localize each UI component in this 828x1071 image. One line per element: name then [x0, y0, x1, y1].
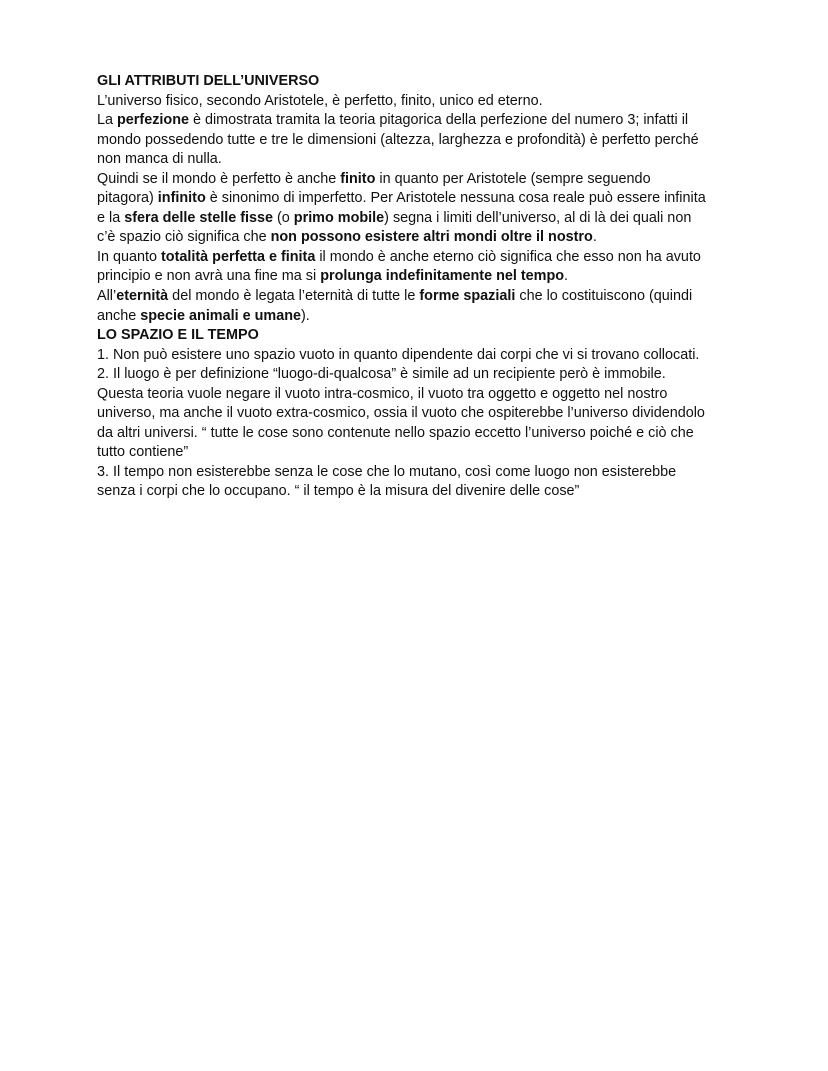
text-line: [97, 228, 747, 248]
text-run: principio e non avrà una fine ma si: [97, 268, 321, 285]
bold-text: prolunga indefinitamente nel tempo: [320, 268, 565, 285]
text-line: [97, 463, 747, 483]
text-line: [97, 307, 747, 327]
text-run: anche: [97, 307, 141, 324]
section-attributi: [97, 72, 747, 326]
text-run: L’universo fisico, secondo Aristotele, è perfetto, finito, unico ed eterno.: [97, 92, 543, 109]
text-line: [97, 267, 747, 287]
section-body: [97, 92, 747, 327]
bold-text: specie animali e umane: [140, 307, 301, 324]
text-line: [97, 111, 747, 131]
text-run: senza i corpi che lo occupano. “ il tempo è la misura del divenire delle cose”: [97, 483, 580, 500]
text-run: In quanto: [97, 248, 162, 265]
document-page: [97, 72, 747, 502]
text-line: [97, 92, 747, 112]
text-run: il mondo è anche eterno ciò significa che esso non ha avuto: [315, 248, 701, 265]
text-line: [97, 189, 747, 209]
text-line: [97, 385, 747, 405]
text-line: [97, 482, 747, 502]
bold-text: totalità perfetta e finita: [161, 248, 316, 265]
text-run: ) segna i limiti dell’universo, al di là dei quali non: [384, 209, 692, 226]
bold-text: perfezione: [117, 112, 189, 129]
bold-text: non possono esistere altri mondi oltre il nostro: [270, 229, 593, 246]
text-run: pitagora): [97, 190, 158, 207]
text-run: 2. Il luogo è per definizione “luogo-di-qualcosa” è simile ad un recipiente però è immobile.: [97, 366, 666, 383]
text-run: La: [97, 112, 118, 129]
text-run: è sinonimo di imperfetto. Per Aristotele nessuna cosa reale può essere infinita: [205, 190, 706, 207]
section-body: [97, 346, 747, 502]
bold-text: infinito: [157, 190, 206, 207]
text-line: [97, 443, 747, 463]
section-spazio-tempo: [97, 326, 747, 502]
text-run: c’è spazio ciò significa che: [97, 229, 271, 246]
text-run: 1. Non può esistere uno spazio vuoto in quanto dipendente dai corpi che vi si trovano collocati.: [97, 346, 700, 363]
text-run: universo, ma anche il vuoto extra-cosmico, ossia il vuoto che ospiterebbe l’universo dividendolo: [97, 405, 705, 422]
text-run: tutto contiene”: [97, 444, 189, 461]
text-run: .: [564, 268, 569, 285]
text-run: del mondo è legata l’eternità di tutte le: [168, 288, 420, 305]
bold-text: sfera delle stelle fisse: [124, 209, 273, 226]
text-line: [97, 131, 747, 151]
bold-text: eternità: [116, 288, 169, 305]
text-line: [97, 150, 747, 170]
text-line: [97, 365, 747, 385]
text-run: è dimostrata tramita la teoria pitagorica della perfezione del numero 3; infatti il: [188, 112, 689, 129]
text-line: [97, 424, 747, 444]
bold-text: forme spaziali: [419, 288, 516, 305]
text-run: che lo costituiscono (quindi: [515, 288, 693, 305]
text-run: in quanto per Aristotele (sempre seguendo: [375, 170, 651, 187]
text-run: .: [592, 229, 597, 246]
text-line: [97, 287, 747, 307]
text-line: [97, 346, 747, 366]
text-line: [97, 170, 747, 190]
text-run: (o: [273, 209, 294, 226]
text-run: Questa teoria vuole negare il vuoto intra-cosmico, il vuoto tra oggetto e oggetto nel nostro: [97, 385, 668, 402]
text-run: 3. Il tempo non esisterebbe senza le cose che lo mutano, così come luogo non esisterebbe: [97, 463, 677, 480]
section-heading: GLI ATTRIBUTI DELL’UNIVERSO: [97, 73, 320, 89]
text-run: e la: [97, 209, 125, 226]
text-run: da altri universi. “ tutte le cose sono contenute nello spazio eccetto l’universo poiché e ciò che: [97, 424, 694, 441]
text-run: non manca di nulla.: [97, 151, 222, 168]
text-run: All’: [97, 288, 117, 305]
text-run: mondo possedendo tutte e tre le dimensioni (altezza, larghezza e profondità) è perfetto perché: [97, 131, 699, 148]
text-run: ).: [301, 307, 310, 324]
text-run: Quindi se il mondo è perfetto è anche: [97, 170, 341, 187]
text-line: [97, 209, 747, 229]
bold-text: primo mobile: [293, 209, 385, 226]
text-line: [97, 404, 747, 424]
bold-text: finito: [340, 170, 376, 187]
section-heading: LO SPAZIO E IL TEMPO: [97, 327, 259, 344]
text-line: [97, 248, 747, 268]
